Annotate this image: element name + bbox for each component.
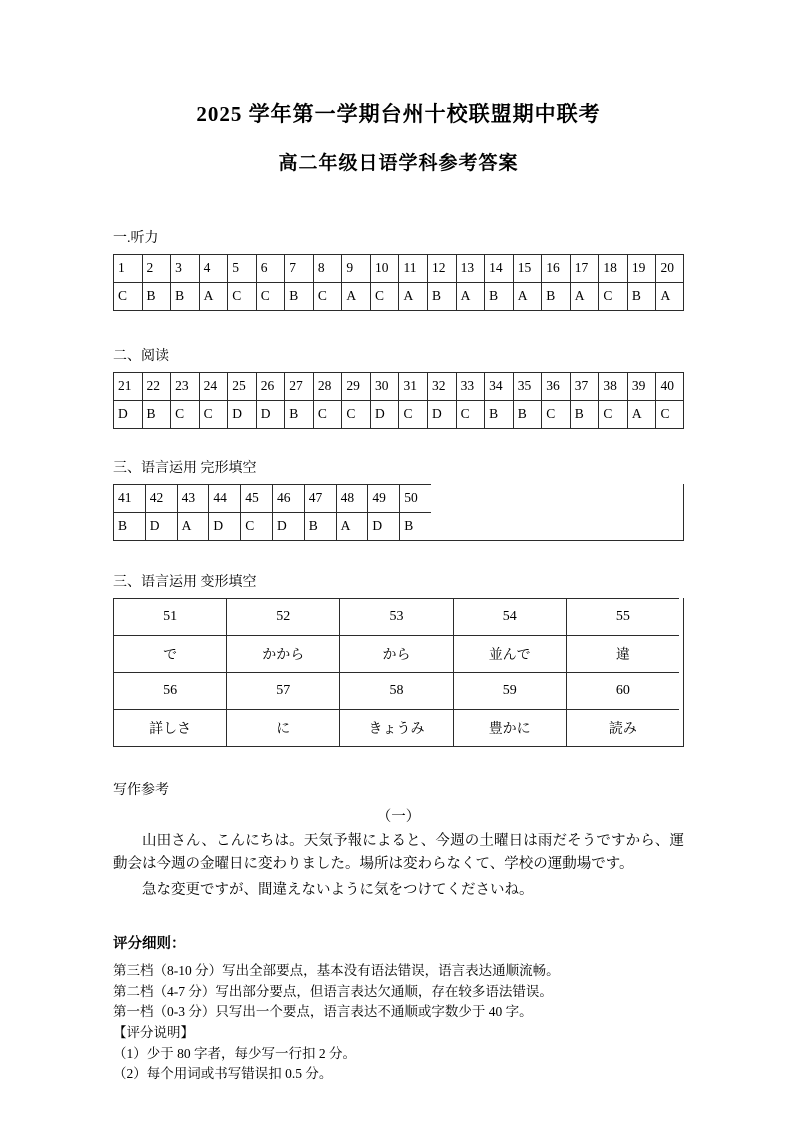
answer-cell: B — [541, 282, 570, 310]
answer-cell: A — [513, 282, 542, 310]
reading-section-label: 二、阅读 — [113, 349, 169, 364]
answer-cell: B — [170, 282, 199, 310]
question-number-cell: 7 — [284, 254, 313, 282]
answer-cell: A — [199, 282, 228, 310]
question-number-cell: 59 — [453, 672, 566, 709]
answer-cell: B — [142, 282, 171, 310]
reading-answer-table — [113, 372, 684, 429]
question-number-cell: 30 — [370, 372, 399, 400]
question-number-cell: 6 — [256, 254, 285, 282]
answer-cell: B — [513, 400, 542, 428]
question-number-cell: 50 — [399, 484, 431, 512]
document-title: 2025 学年第一学期台州十校联盟期中联考 — [196, 102, 601, 126]
question-number-cell: 47 — [304, 484, 336, 512]
question-number-cell: 27 — [284, 372, 313, 400]
question-number-cell: 39 — [627, 372, 656, 400]
question-number-cell: 36 — [541, 372, 570, 400]
transform-number-row-2 — [113, 672, 679, 709]
transform-number-row-1 — [113, 598, 679, 635]
question-number-cell: 51 — [113, 598, 226, 635]
answer-cell: 詳しさ — [113, 709, 226, 746]
answer-cell: B — [484, 400, 513, 428]
question-number-cell: 9 — [341, 254, 370, 282]
question-number-cell: 42 — [145, 484, 177, 512]
answer-cell: B — [142, 400, 171, 428]
cloze-answer-row — [113, 512, 431, 540]
question-number-cell: 46 — [272, 484, 304, 512]
scoring-rubric-line: （2）每个用词或书写错误扣 0.5 分。 — [113, 1066, 333, 1082]
cloze-answer-table — [113, 484, 684, 541]
question-number-cell: 55 — [566, 598, 679, 635]
question-number-cell: 56 — [113, 672, 226, 709]
question-number-cell: 23 — [170, 372, 199, 400]
question-number-cell: 40 — [655, 372, 684, 400]
question-number-cell: 19 — [627, 254, 656, 282]
answer-cell: B — [627, 282, 656, 310]
question-number-cell: 32 — [427, 372, 456, 400]
answer-cell: C — [598, 400, 627, 428]
question-number-cell: 4 — [199, 254, 228, 282]
answer-cell: C — [398, 400, 427, 428]
scoring-rubric-line: 第三档（8-10 分）写出全部要点，基本没有语法错误，语言表达通顺流畅。 — [113, 963, 560, 979]
answer-cell: A — [570, 282, 599, 310]
question-number-cell: 3 — [170, 254, 199, 282]
answer-cell: C — [341, 400, 370, 428]
answer-cell: B — [427, 282, 456, 310]
question-number-cell: 5 — [227, 254, 256, 282]
question-number-cell: 37 — [570, 372, 599, 400]
question-number-cell: 45 — [240, 484, 272, 512]
cloze-section-label: 三、语言运用 完形填空 — [113, 461, 257, 476]
answer-cell: C — [256, 282, 285, 310]
answer-cell: B — [304, 512, 336, 540]
transform-section-label: 三、语言运用 变形填空 — [113, 575, 257, 590]
answer-cell: B — [284, 282, 313, 310]
question-number-cell: 16 — [541, 254, 570, 282]
answer-cell: C — [170, 400, 199, 428]
scoring-rubric-line: 【评分说明】 — [113, 1025, 194, 1040]
writing-sample-paragraph-1: 山田さん、こんにちは。天気予報によると、今週の土曜日は雨だそうですから、運動会は今週の金曜日に変わりました。場所は変わらなくて、学校の運動場です。 — [113, 833, 684, 873]
answer-cell: A — [627, 400, 656, 428]
question-number-cell: 2 — [142, 254, 171, 282]
answer-cell: から — [339, 635, 452, 672]
answer-cell: かから — [226, 635, 339, 672]
question-number-cell: 48 — [336, 484, 368, 512]
answer-cell: B — [484, 282, 513, 310]
scoring-rubric-line: （1）少于 80 字者，每少写一行扣 2 分。 — [113, 1045, 356, 1061]
scoring-rubric-label: 评分细则： — [113, 936, 186, 953]
scoring-rubric-line: 第二档（4-7 分）写出部分要点，但语言表达欠通顺，存在较多语法错误。 — [113, 983, 553, 999]
writing-sample-paragraph-2: 急な変更ですが、間違えないように気をつけてくださいね。 — [142, 881, 534, 898]
answer-cell: C — [199, 400, 228, 428]
answer-cell: で — [113, 635, 226, 672]
question-number-cell: 28 — [313, 372, 342, 400]
transform-answer-row-2 — [113, 709, 679, 746]
question-number-cell: 18 — [598, 254, 627, 282]
question-number-cell: 58 — [339, 672, 452, 709]
answer-cell: B — [399, 512, 431, 540]
answer-cell: B — [284, 400, 313, 428]
question-number-cell: 31 — [398, 372, 427, 400]
question-number-cell: 10 — [370, 254, 399, 282]
answer-cell: D — [272, 512, 304, 540]
answer-cell: D — [113, 400, 142, 428]
answer-cell: D — [208, 512, 240, 540]
answer-cell: A — [341, 282, 370, 310]
scoring-rubric-line: 第一档（0-3 分）只写出一个要点，语言表达不通顺或字数少于 40 字。 — [113, 1004, 533, 1020]
question-number-cell: 33 — [456, 372, 485, 400]
question-number-cell: 38 — [598, 372, 627, 400]
question-number-cell: 49 — [367, 484, 399, 512]
answer-cell: C — [541, 400, 570, 428]
answer-cell: 読み — [566, 709, 679, 746]
question-number-cell: 20 — [655, 254, 684, 282]
listening-number-row — [113, 254, 684, 282]
question-number-cell: 52 — [226, 598, 339, 635]
question-number-cell: 26 — [256, 372, 285, 400]
answer-cell: C — [598, 282, 627, 310]
answer-cell: C — [313, 400, 342, 428]
question-number-cell: 8 — [313, 254, 342, 282]
question-number-cell: 35 — [513, 372, 542, 400]
answer-cell: C — [655, 400, 684, 428]
answer-cell: D — [145, 512, 177, 540]
answer-cell: C — [313, 282, 342, 310]
scoring-rubric-lines — [113, 961, 684, 1084]
answer-cell: A — [398, 282, 427, 310]
question-number-cell: 11 — [398, 254, 427, 282]
answer-cell: B — [113, 512, 145, 540]
answer-cell: C — [227, 282, 256, 310]
answer-cell: 違 — [566, 635, 679, 672]
answer-cell: A — [456, 282, 485, 310]
question-number-cell: 13 — [456, 254, 485, 282]
answer-cell: D — [227, 400, 256, 428]
transform-answer-table — [113, 598, 684, 747]
question-number-cell: 53 — [339, 598, 452, 635]
answer-cell: に — [226, 709, 339, 746]
answer-cell: C — [456, 400, 485, 428]
writing-part-label: （一） — [376, 809, 421, 825]
question-number-cell: 60 — [566, 672, 679, 709]
question-number-cell: 29 — [341, 372, 370, 400]
reading-answer-row — [113, 400, 684, 428]
question-number-cell: 22 — [142, 372, 171, 400]
question-number-cell: 12 — [427, 254, 456, 282]
answer-cell: D — [427, 400, 456, 428]
question-number-cell: 24 — [199, 372, 228, 400]
answer-cell: C — [113, 282, 142, 310]
reading-number-row — [113, 372, 684, 400]
listening-answer-table — [113, 254, 684, 311]
writing-section-label: 写作参考 — [113, 783, 169, 798]
question-number-cell: 17 — [570, 254, 599, 282]
answer-cell: D — [256, 400, 285, 428]
answer-cell: C — [370, 282, 399, 310]
question-number-cell: 14 — [484, 254, 513, 282]
answer-cell: B — [570, 400, 599, 428]
question-number-cell: 15 — [513, 254, 542, 282]
answer-cell: A — [336, 512, 368, 540]
answer-cell: A — [655, 282, 684, 310]
listening-answer-row — [113, 282, 684, 310]
listening-section-label: 一.听力 — [113, 231, 159, 246]
question-number-cell: 34 — [484, 372, 513, 400]
question-number-cell: 44 — [208, 484, 240, 512]
answer-cell: 豊かに — [453, 709, 566, 746]
answer-cell: きょうみ — [339, 709, 452, 746]
question-number-cell: 41 — [113, 484, 145, 512]
question-number-cell: 54 — [453, 598, 566, 635]
answer-cell: C — [240, 512, 272, 540]
question-number-cell: 57 — [226, 672, 339, 709]
document-subtitle: 高二年级日语学科参考答案 — [278, 153, 519, 174]
question-number-cell: 1 — [113, 254, 142, 282]
question-number-cell: 43 — [177, 484, 209, 512]
cloze-number-row — [113, 484, 431, 512]
answer-cell: 並んで — [453, 635, 566, 672]
answer-cell: D — [367, 512, 399, 540]
answer-cell: D — [370, 400, 399, 428]
question-number-cell: 21 — [113, 372, 142, 400]
transform-answer-row-1 — [113, 635, 679, 672]
question-number-cell: 25 — [227, 372, 256, 400]
answer-cell: A — [177, 512, 209, 540]
